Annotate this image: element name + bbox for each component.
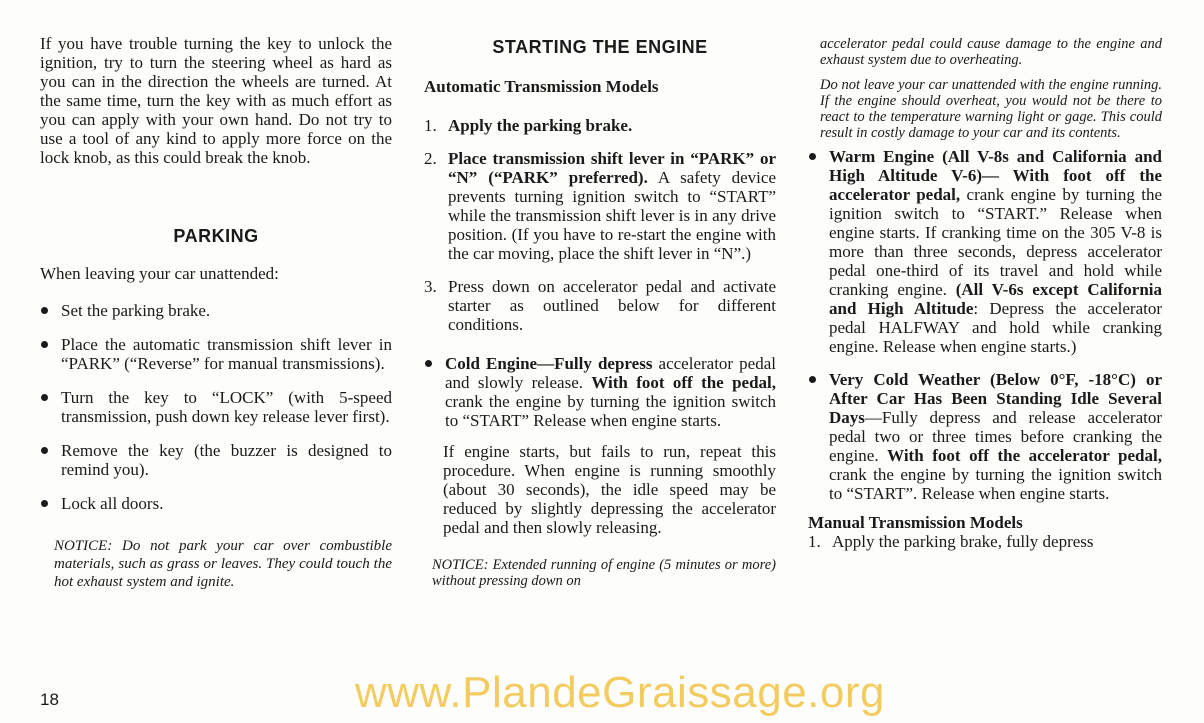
unattended-notice: Do not leave your car unattended with the engine running. If the engine should overheat, you would not be there to react to the temperature warning light or gage. This could result in costly damage to your car and its contents. xyxy=(820,77,1162,141)
warm-engine-text-2: : Depress the accelerator pedal HALFWAY and hold while cranking engine. Release when engine starts.) xyxy=(829,299,1162,356)
page-number: 18 xyxy=(40,690,59,709)
step-2-number: 2. xyxy=(424,149,437,168)
very-cold-weather-bullet xyxy=(808,370,1162,503)
column-right xyxy=(808,34,1162,551)
warm-engine-text-1: crank engine by turning the ignition switch to “START.” Release when engine starts. If cranking time on the 305 V-8 is more than three seconds, depress accelerator pedal one-third of its travel and hold while cranking engine. xyxy=(829,185,1162,299)
parking-heading: PARKING xyxy=(173,226,259,246)
extended-running-notice: NOTICE: Extended running of engine (5 minutes or more) without pressing down on xyxy=(432,557,776,589)
very-cold-bold-2: With foot off the accelerator pedal, xyxy=(887,446,1162,465)
step-1-text: Apply the parking brake. xyxy=(448,116,633,135)
bullet-parking-brake: Set the parking brake. xyxy=(40,301,392,320)
cold-engine-text-2: crank the engine by turning the ignition switch to “START” Release when engine starts. xyxy=(445,392,776,430)
manual-step-1-text: Apply the parking brake, fully depress xyxy=(832,532,1094,551)
step-2-bold: Place transmission shift lever in “PARK” or “N” (“PARK” preferred). xyxy=(448,149,776,187)
manual-step-1 xyxy=(808,532,1162,551)
parking-lead: When leaving your car unattended: xyxy=(40,264,279,283)
manual-transmission-subheading: Manual Transmission Models xyxy=(808,513,1023,532)
step-3-number: 3. xyxy=(424,277,437,296)
cold-engine-text-1: accelerator pedal and slowly release. xyxy=(445,354,776,392)
very-cold-text-2: crank the engine by turning the ignition switch to “START”. Release when engine starts. xyxy=(829,465,1162,503)
repeat-procedure-paragraph: If engine starts, but fails to run, repeat this procedure. When engine is running smoothly (about 30 seconds), the idle speed may be reduced by slightly depressing the accelerator pedal and then slowly releasing. xyxy=(443,442,776,537)
step-2-text: A safety device prevents turning ignition switch to “START” while the transmission shift lever is in any drive position. (If you have to re-start the engine with the car moving, place the shift lever in “N”.) xyxy=(448,168,776,263)
starting-engine-heading: STARTING THE ENGINE xyxy=(492,37,708,57)
cold-engine-bold-1: Cold Engine—Fully depress xyxy=(445,354,653,373)
step-3 xyxy=(424,277,776,334)
notice-continued: accelerator pedal could cause damage to the engine and exhaust system due to overheating. xyxy=(820,36,1162,68)
warm-engine-bold-1: Warm Engine (All V-8s and California and High Altitude V-6)— With foot off the accelerator pedal, xyxy=(829,147,1162,204)
column-middle xyxy=(424,34,776,589)
manual-step-1-number: 1. xyxy=(808,532,821,551)
step-1 xyxy=(424,116,776,135)
bullet-remove-key: Remove the key (the buzzer is designed to remind you). xyxy=(40,441,392,479)
watermark-url: www.PlandeGraissage.org xyxy=(355,668,885,717)
step-2 xyxy=(424,149,776,263)
warm-engine-bullet xyxy=(808,147,1162,356)
bullet-lock-doors: Lock all doors. xyxy=(40,494,392,513)
bullet-shift-lever: Place the automatic transmission shift lever in “PARK” (“Reverse” for manual transmissions). xyxy=(40,335,392,373)
parking-notice: NOTICE: Do not park your car over combustible materials, such as grass or leaves. They could touch the hot exhaust system and ignite. xyxy=(54,538,392,590)
very-cold-bold-1: Very Cold Weather (Below 0°F, -18°C) or After Car Has Been Standing Idle Several Days xyxy=(829,370,1162,427)
cold-engine-bullet xyxy=(424,354,776,430)
step-1-number: 1. xyxy=(424,116,437,135)
automatic-transmission-subheading: Automatic Transmission Models xyxy=(424,77,659,96)
column-left xyxy=(40,34,392,591)
bullet-turn-key: Turn the key to “LOCK” (with 5-speed transmission, push down key release lever first). xyxy=(40,388,392,426)
key-trouble-paragraph: If you have trouble turning the key to unlock the ignition, try to turn the steering wheel as hard as you can in the direction the wheels are turned. At the same time, turn the key with as much effort as you can apply with your own hand. Do not try to use a tool of any kind to apply more force on the lock knob, as this could break the knob. xyxy=(40,34,392,167)
cold-engine-bold-2: With foot off the pedal, xyxy=(591,373,776,392)
very-cold-text-1: —Fully depress and release accelerator pedal two or three times before cranking the engine. xyxy=(829,408,1162,465)
step-3-text: Press down on accelerator pedal and activate starter as outlined below for different conditions. xyxy=(448,277,776,334)
warm-engine-bold-2: (All V-6s except California and High Altitude xyxy=(829,280,1162,318)
